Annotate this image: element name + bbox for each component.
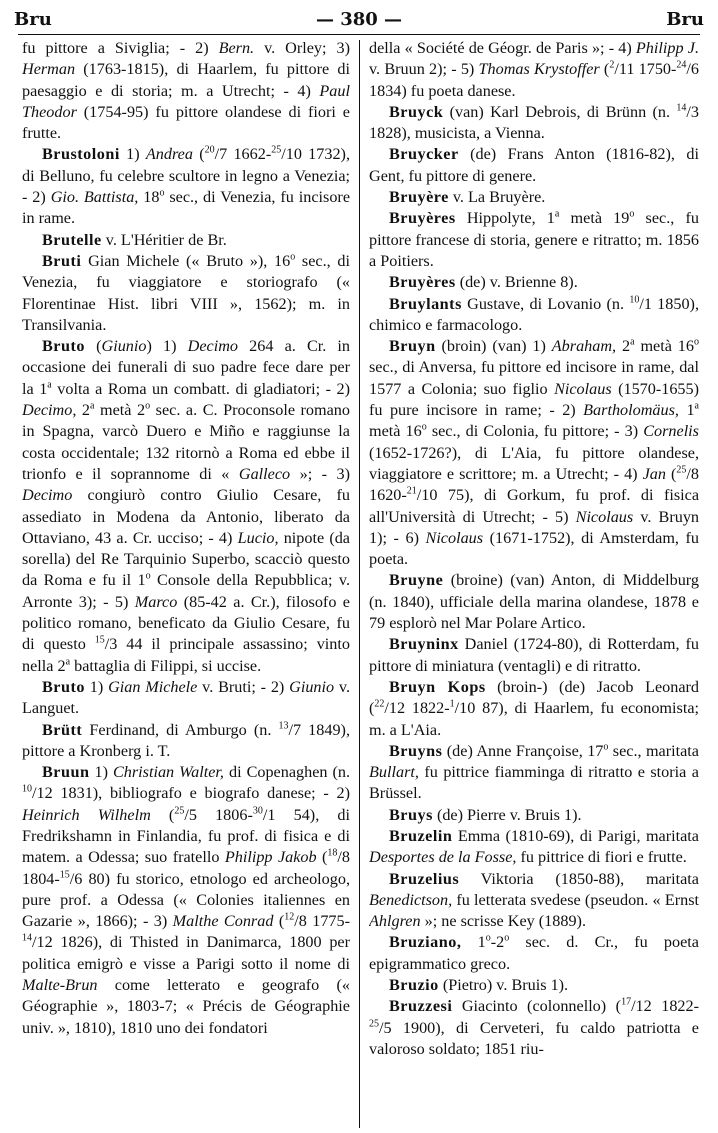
entry-headword: Bruyns	[389, 741, 443, 760]
entry-text: (	[599, 60, 610, 79]
entry-text: fu pittrice fiamminga di ritratto e storia a Brüssel.	[369, 763, 699, 803]
dictionary-entry	[22, 677, 350, 720]
entry-text: /12 1831), bibliografo e biografo danese; - 2)	[32, 784, 350, 803]
dictionary-entry	[22, 251, 350, 336]
entry-text: sec., fu pittore francese di storia, genere e ritratto; m. 1856 a Poitiers.	[369, 209, 699, 270]
entry-text: /10 75), di Gorkum, fu prof. di fisica all'Università di Utrecht; - 5)	[369, 486, 699, 526]
entry-text: /1 1850), chimico e farmacologo.	[369, 294, 699, 334]
entry-headword: Bruti	[42, 251, 82, 270]
italic-text: Andrea	[145, 145, 193, 164]
entry-headword: Bruyères	[389, 273, 456, 292]
entry-text: Emma (1810-69), di Parigi, maritata	[452, 826, 699, 845]
entry-text: Daniel (1724-80), di Rotterdam, fu pittore di miniatura (ventagli) e di ritratto.	[369, 635, 699, 675]
entry-text: »; ne scrisse Key (1889).	[420, 912, 586, 931]
italic-text: Bullart,	[369, 763, 419, 782]
entry-text: /12 1826), di Thisted in Danimarca, 1800 per politica emigrò e visse a Parigi sotto il nome di	[22, 933, 350, 973]
entry-text: sec., di Colonia, fu pittore; - 3)	[426, 422, 644, 441]
entry-text: Hippolyte, 1	[455, 209, 555, 228]
entry-headword: Bruyninx	[389, 635, 459, 654]
entry-text: sec. d. Cr., fu poeta epigrammatico greco.	[369, 933, 699, 973]
superscript: a	[90, 400, 95, 412]
entry-text: (	[192, 145, 205, 164]
entry-text: v. Bruun 2); - 5)	[369, 60, 479, 79]
superscript: o	[629, 208, 635, 220]
superscript: 12	[284, 911, 295, 923]
italic-text: Marco	[134, 592, 178, 611]
entry-text: /12 1822-	[384, 699, 450, 718]
entry-text: (85-42 a. Cr.), filosofo e politico romano, beneficato da Giulio Cesare, fu di questo	[22, 592, 350, 654]
superscript: 15	[59, 869, 70, 881]
entry-text: metà 16	[369, 422, 422, 441]
dictionary-entry	[369, 677, 699, 741]
entry-text: 264 a. Cr. in occasione dei funerali di suo padre fece dare per la 1	[22, 337, 350, 398]
entry-text: fu pittore a Siviglia; - 2)	[22, 39, 219, 57]
page-number: — 380 —	[315, 8, 403, 30]
entry-text: v. Bruyn 1); - 6)	[369, 507, 699, 547]
superscript: 30	[252, 805, 263, 817]
superscript: 25	[369, 1018, 379, 1030]
entry-headword: Bruyères	[389, 209, 456, 228]
entry-text: sec., maritata	[608, 741, 699, 760]
entry-text: nipote (da sorella) del Re Tarquinio Superbo, scacciò questo da Roma e fu il 1	[22, 528, 350, 590]
italic-text: Bern.	[218, 39, 255, 57]
entry-text: (van) Karl Debrois, di Brünn (n.	[443, 102, 677, 121]
entry-text: 1)	[89, 763, 113, 782]
italic-text: Heinrich Wilhelm	[22, 805, 151, 824]
superscript: 10	[22, 784, 32, 795]
entry-headword: Brustoloni	[42, 145, 120, 164]
dictionary-entry	[369, 741, 699, 805]
dictionary-entry	[22, 336, 350, 677]
entry-text: sec., di Venezia, fu incisore in rame.	[22, 188, 350, 228]
entry-text: v. L'Héritier de Br.	[101, 230, 227, 249]
superscript: 25	[271, 145, 282, 157]
dictionary-entry	[369, 996, 699, 1060]
entry-text: (de) Anne Françoise, 17	[442, 741, 604, 760]
superscript: 25	[174, 805, 185, 817]
entry-text: Console della Repubblica; v. Arronte 3); - 5)	[22, 571, 350, 611]
dictionary-entry	[369, 208, 699, 272]
italic-text: Galleco	[238, 464, 291, 483]
dictionary-entry	[369, 805, 699, 826]
superscript: 14	[22, 933, 32, 945]
entry-text: (broine) (van) Anton, di Middelburg (n. 1840), ufficiale della marina olandese, 1878 e 79 esplorò nel Mar Polare Artico.	[369, 571, 699, 633]
superscript: 13	[278, 720, 289, 732]
entry-text: /6 1834) fu poeta danese.	[369, 60, 699, 100]
entry-text: Gustave, di Lovanio (n.	[461, 294, 630, 313]
entry-headword: Bruyn	[389, 337, 436, 356]
superscript: o	[485, 933, 491, 945]
dictionary-entry	[369, 634, 699, 677]
entry-text: /12 1822-	[631, 997, 699, 1016]
italic-text: Nicolaus	[554, 379, 612, 398]
entry-headword: Bruto	[42, 337, 85, 356]
italic-text: Giunio	[101, 337, 147, 356]
entry-text: (de) Pierre v. Bruis 1).	[432, 805, 582, 824]
entry-headword: Brutelle	[42, 230, 102, 249]
superscript: o	[603, 741, 609, 753]
superscript: 20	[204, 145, 215, 157]
entry-text: /7 1849), pittore a Kronberg i. T.	[22, 720, 350, 760]
italic-text: Bartholomäus,	[583, 401, 679, 420]
entry-text: 2	[76, 401, 91, 420]
dictionary-entry	[369, 869, 699, 933]
entry-text: metà 16	[634, 337, 694, 356]
italic-text: Benedictson,	[369, 890, 453, 909]
italic-text: Thomas Krystoffer	[478, 60, 600, 79]
entry-headword: Bruzzesi	[389, 997, 453, 1016]
entry-headword: Bruycker	[389, 145, 459, 164]
entry-text: metà 19	[559, 209, 630, 228]
entry-text: /5 1900), di Cerveteri, fu caldo patriotta e valoroso soldato; 1851 riu-	[369, 1018, 699, 1058]
entry-text: Viktoria (1850-88), maritata	[459, 869, 699, 888]
italic-text: Ahlgren	[369, 912, 421, 931]
entry-text: v. Orley; 3)	[254, 39, 350, 57]
italic-text: Jan	[642, 464, 666, 483]
superscript: 22	[374, 698, 385, 710]
entry-text: 18	[138, 188, 160, 207]
italic-text: Gio. Battista,	[50, 188, 139, 207]
entry-text: ) 1)	[146, 337, 188, 356]
entry-text: 2	[616, 337, 631, 356]
italic-text: Philipp Jakob	[224, 848, 317, 867]
entry-text: /8 1804-	[22, 848, 350, 888]
dictionary-entry	[369, 932, 699, 975]
entry-text: /1 54), di Fredrikshamn in Finlandia, fu prof. di fisica e di matem. a Odessa; suo fratello	[22, 805, 350, 867]
dictionary-entry	[22, 230, 350, 251]
entry-text: /7 1662-	[214, 145, 272, 164]
entry-headword: Bruyn Kops	[389, 677, 486, 696]
column-divider	[359, 40, 360, 1128]
superscript: 15	[94, 634, 105, 646]
entry-headword: Bruun	[42, 763, 90, 782]
italic-text: Nicolaus	[575, 507, 634, 526]
entry-headword: Bruzelius	[389, 869, 460, 888]
entry-headword: Brütt	[42, 720, 83, 739]
entry-text: v. Languet.	[22, 677, 350, 718]
entry-text: Ferdinand, di Amburgo (n.	[82, 720, 279, 739]
entry-text: (	[273, 912, 285, 931]
dictionary-entry	[22, 762, 350, 1039]
entry-headword: Bruyne	[389, 571, 444, 590]
dictionary-entry	[369, 102, 699, 145]
entry-text: -2	[490, 933, 505, 952]
italic-text: Cornelis	[643, 422, 699, 441]
entry-headword: Bruzelin	[389, 826, 453, 845]
page-header	[14, 4, 704, 34]
entry-text: /5 1806-	[184, 805, 253, 824]
entry-text: fu letterata svedese (pseudon. « Ernst	[452, 890, 699, 909]
entry-text: v. La Bruyère.	[448, 188, 546, 207]
superscript: 18	[327, 847, 338, 859]
dictionary-entry	[369, 336, 699, 570]
entry-text: volta a Roma un combatt. di gladiatori; - 2)	[51, 379, 350, 398]
entry-text: (1754-95) fu pittore olandese di fiori e frutte.	[22, 102, 350, 143]
continued-entry	[22, 38, 350, 144]
dictionary-entry	[369, 570, 699, 634]
running-head-left: Bru	[14, 8, 52, 30]
entry-text: (1671-1752), di Amsterdam, fu poeta.	[369, 528, 699, 569]
entry-headword: Bruziano,	[389, 933, 462, 952]
superscript: 2	[609, 59, 615, 71]
entry-text: (de) v. Brienne 8).	[455, 273, 578, 292]
superscript: a	[554, 208, 560, 220]
superscript: 14	[676, 102, 687, 114]
entry-text: 1)	[119, 145, 146, 164]
entry-text: 1)	[84, 677, 109, 696]
superscript: o	[421, 421, 427, 433]
entry-text: di Copenaghen (n.	[223, 763, 350, 782]
italic-text: Giunio	[289, 677, 335, 696]
entry-text: /8 1620-	[369, 464, 699, 505]
superscript: 1	[449, 698, 455, 710]
italic-text: Gian Michele	[108, 677, 198, 696]
entry-text: della « Société de Géogr. de Paris »; - 4)	[369, 39, 636, 57]
italic-text: Herman	[22, 60, 76, 79]
entry-text: (de) Frans Anton (1816-82), di Gent, fu pittore di genere.	[369, 145, 699, 185]
superscript: 21	[406, 485, 417, 497]
entry-text: 1	[461, 933, 486, 952]
continued-entry	[369, 38, 699, 102]
entry-text: /6 80) fu storico, etnologo ed archeologo, pure prof. a Odessa (« Colonies italiennes en Gazarie », 1866); - 3)	[22, 869, 350, 931]
entry-text: /3 1828), musicista, a Vienna.	[369, 102, 699, 143]
entry-text: sec., di Anversa, fu pittore ed incisore in rame, dal 1577 a Colonia; suo figlio	[369, 358, 699, 398]
entry-text: battaglia di Filippi, si uccise.	[70, 656, 262, 675]
entry-text: /11 1750-	[614, 60, 677, 79]
superscript: a	[65, 656, 71, 668]
entry-text: »; - 3)	[290, 464, 350, 483]
entry-text: (Pietro) v. Bruis 1).	[438, 976, 569, 995]
dictionary-entry	[22, 720, 350, 763]
entry-text: /8 1775-	[294, 912, 350, 931]
entry-text: sec., di Venezia, fu viaggiatore e storiografo (« Florentinae Hist. libri VIII », 1562); m. in Transilvania.	[22, 251, 350, 334]
superscript: 25	[676, 464, 687, 476]
entry-text: fu pittrice di fiori e frutte.	[516, 848, 687, 867]
dictionary-entry	[369, 975, 699, 996]
entry-text: (	[316, 848, 328, 867]
entry-text: (	[665, 464, 677, 483]
entry-text: 1	[678, 401, 695, 420]
italic-text: Desportes de la Fosse,	[369, 848, 517, 867]
entry-text: /10 1732), di Belluno, fu celebre scultore in legno a Venezia; - 2)	[22, 145, 350, 207]
entry-text: (1570-1655) fu pure incisore in rame; - 2)	[369, 379, 699, 420]
superscript: o	[694, 336, 699, 348]
entry-text: (	[150, 805, 175, 824]
superscript: a	[694, 400, 699, 412]
entry-text: Giacinto (colonnello) (	[452, 997, 622, 1016]
superscript: o	[145, 571, 151, 583]
entry-headword: Bruyck	[389, 102, 444, 121]
entry-text: v. Bruti; - 2)	[197, 677, 290, 696]
italic-text: Abraham,	[551, 337, 617, 356]
dictionary-entry	[369, 187, 699, 208]
right-column	[369, 38, 699, 1128]
italic-text: Decimo	[22, 486, 73, 505]
italic-text: Paul Theodor	[22, 81, 350, 121]
entry-text: congiurò contro Giulio Cesare, fu assediato in Modena da Antonio, liberato da Ottaviano, 43 a. Cr. ucciso; - 4)	[22, 486, 350, 547]
entry-headword: Bruys	[389, 805, 433, 824]
italic-text: Malte-Brun	[22, 976, 98, 995]
entry-headword: Bruylants	[389, 294, 462, 313]
superscript: o	[504, 933, 510, 945]
italic-text: Nicolaus	[425, 528, 484, 547]
italic-text: Christian Walter,	[112, 763, 224, 782]
dictionary-entry	[369, 144, 699, 187]
superscript: a	[47, 379, 52, 391]
dictionary-entry	[22, 144, 350, 229]
entry-text: sec. a. C. Proconsole romano in Spagna, varcò Duero e Miño e raggiunse la costa occidentale; 132 ritornò a Roma ed ebbe il trionfo e il soprannome di «	[22, 401, 350, 483]
superscript: o	[290, 251, 296, 263]
superscript: a	[630, 336, 635, 348]
entry-text: (	[84, 337, 102, 356]
header-rule	[18, 34, 700, 35]
dictionary-entry	[369, 826, 699, 869]
left-column	[22, 38, 350, 1128]
italic-text: Decimo	[187, 337, 238, 356]
italic-text: Philipp J.	[635, 39, 699, 57]
italic-text: Decimo,	[22, 401, 77, 420]
entry-text: /10 87), di Haarlem, fu economista; m. a L'Aia.	[369, 699, 699, 739]
entry-text: (1763-1815), di Haarlem, fu pittore di paesaggio e di storia; m. a Utrecht; - 4)	[22, 60, 350, 100]
entry-text: (broin) (van) 1)	[435, 337, 552, 356]
entry-text: (1652-1726?), di L'Aia, fu pittore olandese, viaggiatore e scrittore; m. a Utrecht; - 4)	[369, 443, 699, 483]
dictionary-entry	[369, 294, 699, 337]
entry-text: metà 2	[94, 401, 146, 420]
running-head-right: Bru	[666, 8, 704, 30]
superscript: o	[145, 400, 151, 412]
italic-text: Malthe Conrad	[172, 912, 274, 931]
entry-headword: Bruzio	[389, 976, 439, 995]
entry-headword: Bruyère	[389, 188, 449, 207]
entry-text: /3 44 il principale assassino; vinto nella 2	[22, 635, 350, 675]
dictionary-entry	[369, 272, 699, 293]
superscript: 10	[629, 294, 640, 306]
entry-text: Gian Michele (« Bruto »), 16	[81, 251, 291, 270]
superscript: o	[159, 187, 165, 199]
entry-headword: Bruto	[42, 677, 85, 696]
italic-text: Lucio,	[237, 528, 279, 547]
superscript: 17	[621, 996, 632, 1008]
entry-text: (broin-) (de) Jacob Leonard (	[369, 677, 699, 718]
entry-text: come letterato e geografo (« Géographie », 1803-7; « Précis de Géographie univ. », 1810), 1810 uno dei fondatori	[22, 976, 350, 1037]
superscript: 24	[676, 59, 687, 71]
